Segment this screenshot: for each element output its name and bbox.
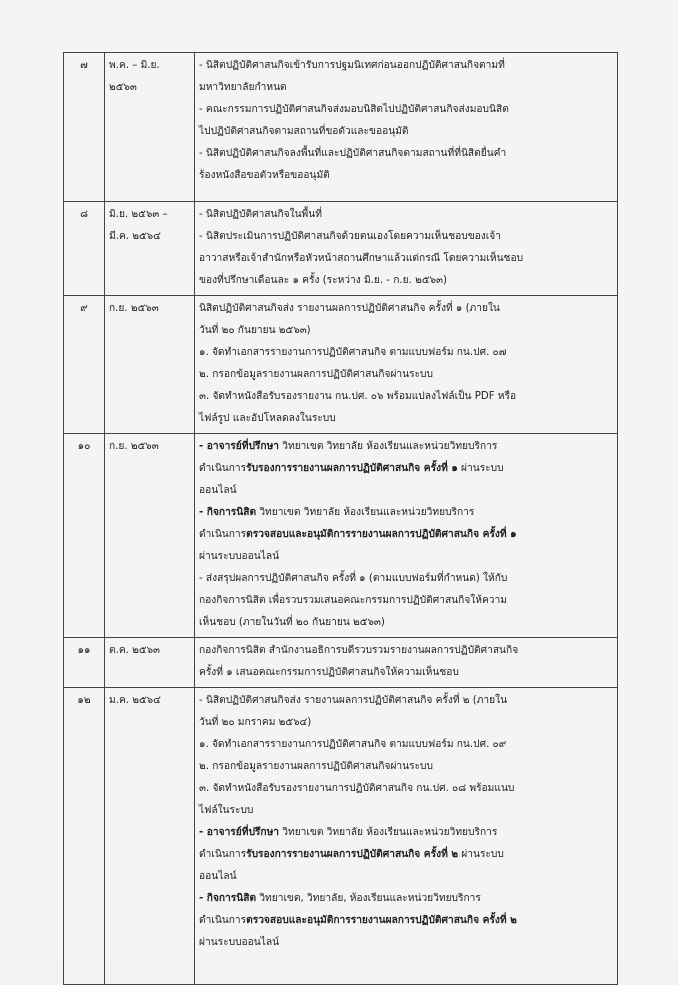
text-segment: วิทยาเขต วิทยาลัย ห้องเรียนและหน่วยวิทยบริการ bbox=[256, 507, 475, 518]
text-segment: นิสิตปฏิบัติศาสนกิจส่ง รายงานผลการปฏิบัติศาสนกิจ ครั้งที่ ๑ (ภายใน bbox=[199, 303, 500, 314]
description-line bbox=[199, 143, 613, 165]
description-line bbox=[199, 524, 613, 546]
step-number: ๑๑ bbox=[64, 638, 105, 688]
text-segment: - นิสิตปฏิบัติศาสนกิจเข้ารับการปฐมนิเทศก่อนออกปฏิบัติศาสนกิจตามที่ bbox=[199, 60, 505, 71]
step-date bbox=[105, 296, 195, 434]
text-segment: วิทยาเขต, วิทยาลัย, ห้องเรียนและหน่วยวิทยบริการ bbox=[256, 893, 481, 904]
text-segment: วิทยาเขต วิทยาลัย ห้องเรียนและหน่วยวิทยบริการ bbox=[279, 441, 498, 452]
step-number: ๘ bbox=[64, 202, 105, 296]
step-date bbox=[105, 53, 195, 202]
text-segment: ผ่านระบบ bbox=[458, 849, 504, 860]
description-line bbox=[199, 320, 613, 342]
text-segment: มหาวิทยาลัยกำหนด bbox=[199, 82, 287, 93]
date-line: ก.ย. ๒๕๖๓ bbox=[109, 441, 159, 452]
text-segment: วันที่ ๒๐ กันยายน ๒๕๖๓) bbox=[199, 325, 311, 336]
step-description bbox=[195, 434, 618, 638]
description-line bbox=[199, 386, 613, 408]
step-number: ๙ bbox=[64, 296, 105, 434]
text-segment: - คณะกรรมการปฏิบัติศาสนกิจส่งมอบนิสิตไปปฏิบัติศาสนกิจส่งมอบนิสิต bbox=[199, 104, 509, 115]
schedule-row bbox=[64, 296, 618, 434]
bold-text: รับรองการรายงานผลการปฏิบัติศาสนกิจ ครั้งที่ ๑ bbox=[246, 463, 458, 474]
text-segment: ร้องหนังสือขอตัวหรือขออนุมัติ bbox=[199, 170, 330, 181]
description-line bbox=[199, 932, 613, 954]
description-line bbox=[199, 568, 613, 590]
text-segment: ๓. จัดทำหนังสือรับรองรายงานการปฏิบัติศาสนกิจ กน.ปศ. ๐๘ พร้อมแนบ bbox=[199, 783, 515, 794]
schedule-row bbox=[64, 688, 618, 985]
text-segment: - นิสิตประเมินการปฏิบัติศาสนกิจด้วยตนเองโดยความเห็นชอบของเจ้า bbox=[199, 231, 501, 242]
description-line bbox=[199, 165, 613, 187]
schedule-table-body bbox=[64, 53, 618, 985]
description-line bbox=[199, 226, 613, 248]
text-segment: ดำเนินการ bbox=[199, 915, 247, 926]
text-segment: ครั้งที่ ๑ เสนอคณะกรรมการปฏิบัติศาสนกิจให้ความเห็นชอบ bbox=[199, 667, 459, 678]
date-line: พ.ค. – มิ.ย. bbox=[109, 60, 160, 71]
description-line bbox=[199, 121, 613, 143]
text-segment: ดำเนินการ bbox=[199, 849, 247, 860]
text-segment: ๒. กรอกข้อมูลรายงานผลการปฏิบัติศาสนกิจผ่านระบบ bbox=[199, 761, 433, 772]
step-number: ๑๒ bbox=[64, 688, 105, 985]
step-date bbox=[105, 688, 195, 985]
date-line: มี.ค. ๒๕๖๔ bbox=[109, 231, 161, 242]
description-line bbox=[199, 778, 613, 800]
text-segment: ๒. กรอกข้อมูลรายงานผลการปฏิบัติศาสนกิจผ่านระบบ bbox=[199, 369, 433, 380]
date-line: ๒๕๖๓ bbox=[109, 82, 137, 93]
text-segment: ๓. จัดทำหนังสือรับรองรายงาน กน.ปศ. ๐๖ พร้อมแปลงไฟล์เป็น PDF หรือ bbox=[199, 391, 517, 402]
description-line bbox=[199, 546, 613, 568]
description-line bbox=[199, 612, 613, 634]
description-line bbox=[199, 99, 613, 121]
step-date bbox=[105, 202, 195, 296]
text-segment: ผ่านระบบ bbox=[457, 463, 504, 474]
text-segment: - นิสิตปฏิบัติศาสนกิจส่ง รายงานผลการปฏิบัติศาสนกิจ ครั้งที่ ๒ (ภายใน bbox=[199, 695, 508, 706]
text-segment: ออนไลน์ bbox=[199, 485, 237, 496]
step-date bbox=[105, 638, 195, 688]
bold-text: - กิจการนิสิต bbox=[199, 507, 257, 518]
description-line bbox=[199, 480, 613, 502]
bold-text: ตรวจสอบและอนุมัติการรายงานผลการปฏิบัติศาสนกิจ ครั้งที่ ๑ bbox=[246, 529, 517, 540]
step-description bbox=[195, 53, 618, 202]
text-segment: - นิสิตปฏิบัติศาสนกิจในพื้นที่ bbox=[199, 209, 322, 220]
date-line: ม.ค. ๒๕๖๔ bbox=[109, 695, 161, 706]
description-line bbox=[199, 436, 613, 458]
text-segment: - นิสิตปฏิบัติศาสนกิจลงพื้นที่และปฏิบัติศาสนกิจตามสถานที่ที่นิสิตยื่นคำ bbox=[199, 148, 507, 159]
description-line bbox=[199, 270, 613, 292]
text-segment: วิทยาเขต วิทยาลัย ห้องเรียนและหน่วยวิทยบริการ bbox=[279, 827, 498, 838]
description-line bbox=[199, 866, 613, 888]
text-segment: ดำเนินการ bbox=[199, 529, 247, 540]
description-line bbox=[199, 408, 613, 430]
text-segment: ๑. จัดทำเอกสารรายงานการปฏิบัติศาสนกิจ ตามแบบฟอร์ม กน.ปศ. ๐๗ bbox=[199, 347, 507, 358]
description-line bbox=[199, 822, 613, 844]
description-line bbox=[199, 640, 613, 662]
text-segment: วันที่ ๒๐ มกราคม ๒๕๖๔) bbox=[199, 717, 312, 728]
text-segment: ดำเนินการ bbox=[199, 463, 247, 474]
bold-text: - กิจการนิสิต bbox=[199, 893, 257, 904]
description-line bbox=[199, 458, 613, 480]
bold-text: - อาจารย์ที่ปรึกษา bbox=[199, 827, 280, 838]
description-line bbox=[199, 756, 613, 778]
description-line bbox=[199, 248, 613, 270]
description-line bbox=[199, 734, 613, 756]
text-segment: ไปปฏิบัติศาสนกิจตามสถานที่ขอตัวและขออนุมัติ bbox=[199, 126, 409, 137]
description-line bbox=[199, 364, 613, 386]
schedule-row bbox=[64, 434, 618, 638]
description-line bbox=[199, 712, 613, 734]
schedule-row bbox=[64, 202, 618, 296]
description-line bbox=[199, 77, 613, 99]
text-segment: อาวาสหรือเจ้าสำนักหรือหัวหน้าสถานศึกษาแล้วแต่กรณี โดยความเห็นชอบ bbox=[199, 253, 524, 264]
schedule-row bbox=[64, 638, 618, 688]
step-description bbox=[195, 638, 618, 688]
text-segment: ออนไลน์ bbox=[199, 871, 237, 882]
step-description bbox=[195, 202, 618, 296]
bold-text: - อาจารย์ที่ปรึกษา bbox=[199, 441, 280, 452]
step-date bbox=[105, 434, 195, 638]
bold-text: รับรองการรายงานผลการปฏิบัติศาสนกิจ ครั้งที่ ๒ bbox=[246, 849, 459, 860]
text-segment: ผ่านระบบออนไลน์ bbox=[199, 551, 280, 562]
description-line bbox=[199, 690, 613, 712]
date-line: ต.ค. ๒๕๖๓ bbox=[109, 645, 161, 656]
text-segment: กองกิจการนิสิต สำนักงานอธิการบดีรวบรวมรายงานผลการปฏิบัติศาสนกิจ bbox=[199, 645, 519, 656]
date-line: ก.ย. ๒๕๖๓ bbox=[109, 303, 159, 314]
description-line bbox=[199, 800, 613, 822]
description-line bbox=[199, 502, 613, 524]
schedule-row bbox=[64, 53, 618, 202]
text-segment: เห็นชอบ (ภายในวันที่ ๒๐ กันยายน ๒๕๖๓) bbox=[199, 617, 385, 628]
description-line bbox=[199, 298, 613, 320]
description-line bbox=[199, 342, 613, 364]
description-line bbox=[199, 662, 613, 684]
text-segment: ของที่ปรึกษาเดือนละ ๑ ครั้ง (ระหว่าง มิ.ย. - ก.ย. ๒๕๖๓) bbox=[199, 275, 447, 286]
description-line bbox=[199, 590, 613, 612]
date-line: มิ.ย. ๒๕๖๓ – bbox=[109, 209, 168, 220]
description-line bbox=[199, 204, 613, 226]
step-description bbox=[195, 688, 618, 985]
text-segment: ไฟล์รูป และอัปโหลดลงในระบบ bbox=[199, 413, 336, 424]
text-segment: - ส่งสรุปผลการปฏิบัติศาสนกิจ ครั้งที่ ๑ (ตามแบบฟอร์มที่กำหนด) ให้กับ bbox=[199, 573, 508, 584]
description-line bbox=[199, 888, 613, 910]
description-line bbox=[199, 844, 613, 866]
bold-text: ตรวจสอบและอนุมัติการรายงานผลการปฏิบัติศาสนกิจ ครั้งที่ ๒ bbox=[246, 915, 517, 926]
text-segment: ๑. จัดทำเอกสารรายงานการปฏิบัติศาสนกิจ ตามแบบฟอร์ม กน.ปศ. ๐๙ bbox=[199, 739, 507, 750]
step-number: ๗ bbox=[64, 53, 105, 202]
schedule-table bbox=[63, 52, 618, 985]
text-segment: ไฟล์ในระบบ bbox=[199, 805, 254, 816]
step-description bbox=[195, 296, 618, 434]
text-segment: กองกิจการนิสิต เพื่อรวบรวมเสนอคณะกรรมการปฏิบัติศาสนกิจให้ความ bbox=[199, 595, 507, 606]
text-segment: ผ่านระบบออนไลน์ bbox=[199, 937, 280, 948]
description-line bbox=[199, 910, 613, 932]
step-number: ๑๐ bbox=[64, 434, 105, 638]
description-line bbox=[199, 55, 613, 77]
